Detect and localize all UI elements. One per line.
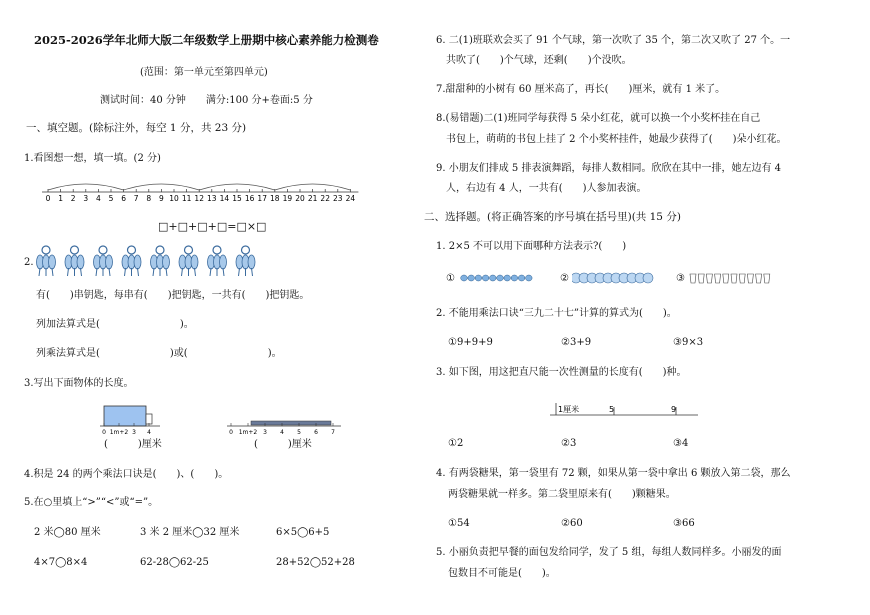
- key-bunch: [122, 246, 141, 276]
- question-6-line-1: 6. 二(1)班联欢会买了 91 个气球，第一次吹了 35 个，第二次又吹了 27 个。一: [436, 35, 791, 46]
- fish-row-image: [458, 271, 538, 285]
- fish-mark: [497, 275, 504, 281]
- number-line-tick-label: 20: [295, 194, 305, 203]
- number-line-tick-label: 24: [345, 194, 356, 203]
- cup-mark: [764, 274, 770, 283]
- number-line: [40, 172, 370, 204]
- choice-4-option-2: ②60: [561, 518, 583, 529]
- butterfly-row-image: [572, 270, 662, 286]
- fish-mark: [490, 275, 497, 281]
- cup-mark: [731, 274, 737, 283]
- number-line-tick-label: 4: [96, 194, 101, 203]
- number-line-tick-label: 3: [83, 194, 89, 203]
- key-bunch: [208, 246, 227, 276]
- cup-mark: [739, 274, 745, 283]
- ruler-tick-label: 1m+2: [238, 429, 258, 436]
- fish-mark: [475, 275, 482, 281]
- question-1-formula: □+□+□+□=□×□: [158, 220, 267, 233]
- choice-4-line-1: 4. 有两袋糖果，第一袋里有 72 颗，如果从第一袋中拿出 6 颗放入第二袋，那么: [436, 468, 791, 479]
- number-line-tick-label: 15: [232, 194, 242, 203]
- ruler-tick-label: 3: [132, 429, 136, 436]
- ruler-with-box: [98, 404, 178, 438]
- choice-2-option-1: ①9+9+9: [448, 337, 493, 348]
- ruler-tick-label: 5: [297, 429, 301, 436]
- cup-mark: [747, 274, 753, 283]
- ruler-image: [548, 397, 704, 417]
- exam-title: 2025-2026学年北师大版二年级数学上册期中核心素养能力检测卷: [34, 33, 379, 47]
- number-line-tick-label: 0: [45, 194, 51, 203]
- cup-mark: [756, 274, 762, 283]
- choice-2-option-3: ③9×3: [673, 337, 704, 348]
- cup-mark: [706, 274, 712, 283]
- choice-4-option-1: ①54: [448, 518, 470, 529]
- fish-mark: [518, 275, 525, 281]
- comparison-item: 3 米 2 厘米◯32 厘米: [140, 527, 240, 538]
- comparison-item: 4×7◯8×4: [34, 557, 88, 568]
- choice-2-option-2: ②3+9: [561, 337, 592, 348]
- butterfly-wing: [643, 273, 653, 283]
- number-line-tick-label: 5: [108, 194, 114, 203]
- question-2-line-1: 有( )串钥匙，每串有( )把钥匙，一共有( )把钥匙。: [36, 290, 310, 301]
- number-line-tick-label: 16: [244, 194, 255, 203]
- ruler-tick-label: 4: [147, 429, 151, 436]
- number-line-tick-label: 18: [270, 194, 280, 203]
- choice-3-option-3: ③4: [673, 438, 689, 449]
- question-8-line-1: 8.(易错题)二(1)班同学每获得 5 朵小红花，就可以换一个小奖杯挂在自己: [436, 113, 761, 124]
- cup-row-image: [688, 269, 774, 287]
- key-bunch: [94, 246, 113, 276]
- choice-3-option-2: ②3: [561, 438, 577, 449]
- key-bunches-image: [34, 244, 284, 278]
- choice-4-line-2: 两袋糖果就一样多。第二袋里原来有( )颗糖果。: [448, 489, 676, 500]
- question-3-answer-b: ( )厘米: [254, 439, 312, 450]
- question-8-line-2: 书包上，萌萌的书包上挂了 2 个小奖杯挂件，她最少获得了( )朵小红花。: [446, 134, 787, 145]
- number-line-tick-label: 23: [333, 194, 343, 203]
- ruler-label: 1厘米: [558, 405, 580, 414]
- question-3: 3.写出下面物体的长度。: [24, 378, 134, 389]
- number-line-tick-label: 9: [159, 194, 164, 203]
- number-line-tick-label: 8: [146, 194, 152, 203]
- fish-mark: [461, 275, 468, 281]
- choice-5-line-2: 包数目不可能是( )。: [448, 568, 556, 579]
- exam-scope: (范围：第一单元至第四单元): [140, 67, 268, 78]
- number-line-tick-label: 17: [257, 194, 267, 203]
- choice-1: 1. 2×5 不可以用下面哪种方法表示?( ): [436, 241, 627, 252]
- ruler-label: 5: [609, 405, 615, 414]
- ruler-tick-label: 4: [280, 429, 284, 436]
- ruler-tick-label: 6: [314, 429, 318, 436]
- fish-mark: [468, 275, 475, 281]
- ruler-tick-label: 1m+2: [109, 429, 129, 436]
- comparison-item: 2 米◯80 厘米: [34, 527, 101, 538]
- choice-4-option-3: ③66: [673, 518, 695, 529]
- question-9-line-2: 人，右边有 4 人，一共有( )人参加表演。: [446, 183, 647, 194]
- key-bunch: [236, 246, 255, 276]
- ruler-tick-label: 0: [102, 429, 106, 436]
- question-6-line-2: 共吹了( )个气球，还剩( )个没吹。: [446, 55, 632, 66]
- question-2-number: 2.: [24, 257, 34, 268]
- question-2-line-2: 列加法算式是( )。: [36, 319, 194, 330]
- number-line-tick-label: 1: [58, 194, 63, 203]
- fish-mark: [504, 275, 511, 281]
- question-3-answer-a: ( )厘米: [104, 439, 162, 450]
- choice-1-option-1: ①: [446, 273, 455, 284]
- section-1-heading: 一、填空题。(除标注外，每空 1 分，共 23 分): [26, 122, 247, 134]
- cup-mark: [698, 274, 704, 283]
- choice-1-option-3: ③: [676, 273, 685, 284]
- number-line-tick-label: 12: [194, 194, 204, 203]
- choice-1-option-2: ②: [560, 273, 569, 284]
- number-line-tick-label: 13: [207, 194, 217, 203]
- section-2-heading: 二、选择题。(将正确答案的序号填在括号里)(共 15 分): [424, 211, 681, 223]
- comparison-item: 28+52◯52+28: [276, 557, 355, 568]
- key-bunch: [65, 246, 84, 276]
- exam-info: 测试时间：40 分钟 满分:100 分+卷面:5 分: [100, 95, 313, 106]
- question-9-line-1: 9. 小朋友们排成 5 排表演舞蹈，每排人数相同。欣欣在其中一排，她左边有 4: [436, 163, 781, 174]
- question-1: 1.看图想一想，填一填。(2 分): [24, 153, 161, 164]
- number-line-tick-label: 10: [169, 194, 179, 203]
- ruler-label: 9: [671, 405, 677, 414]
- ruler-tick-label: 0: [229, 429, 233, 436]
- choice-5-line-1: 5. 小丽负责把早餐的面包发给同学，发了 5 组，每组人数同样多。小丽发的面: [436, 547, 782, 558]
- question-5: 5.在○里填上“>”“<”或“=”。: [24, 497, 159, 508]
- number-line-tick-label: 14: [219, 194, 230, 203]
- question-4: 4.积是 24 的两个乘法口诀是( )、( )。: [24, 469, 229, 480]
- key-bunch: [179, 246, 198, 276]
- fish-mark: [526, 275, 533, 281]
- question-7: 7.甜甜种的小树有 60 厘米高了，再长( )厘米，就有 1 米了。: [436, 84, 726, 95]
- choice-3: 3. 如下图，用这把直尺能一次性测量的长度有( )种。: [436, 367, 687, 378]
- number-line-tick-label: 21: [307, 194, 318, 203]
- comparison-item: 62-28◯62-25: [140, 557, 209, 568]
- question-2-line-3: 列乘法算式是( )或( )。: [36, 348, 282, 359]
- ruler-with-bar: [225, 414, 345, 438]
- key-bunch: [151, 246, 170, 276]
- number-line-tick-label: 7: [133, 194, 139, 203]
- cup-mark: [690, 274, 696, 283]
- number-line-tick-label: 19: [282, 194, 293, 203]
- cup-mark: [723, 274, 729, 283]
- number-line-tick-label: 22: [320, 194, 330, 203]
- ruler-tick-label: 7: [331, 429, 335, 436]
- comparison-item: 6×5◯6+5: [276, 527, 330, 538]
- fish-mark: [482, 275, 489, 281]
- cup-mark: [715, 274, 721, 283]
- key-bunch: [37, 246, 56, 276]
- ruler-tick-label: 3: [263, 429, 267, 436]
- fish-mark: [511, 275, 518, 281]
- number-line-tick-label: 6: [121, 194, 126, 203]
- number-line-tick-label: 11: [181, 194, 192, 203]
- choice-3-option-1: ①2: [448, 438, 464, 449]
- number-line-tick-label: 2: [70, 194, 76, 203]
- choice-2: 2. 不能用乘法口诀“三九二十七”计算的算式为( )。: [436, 308, 677, 319]
